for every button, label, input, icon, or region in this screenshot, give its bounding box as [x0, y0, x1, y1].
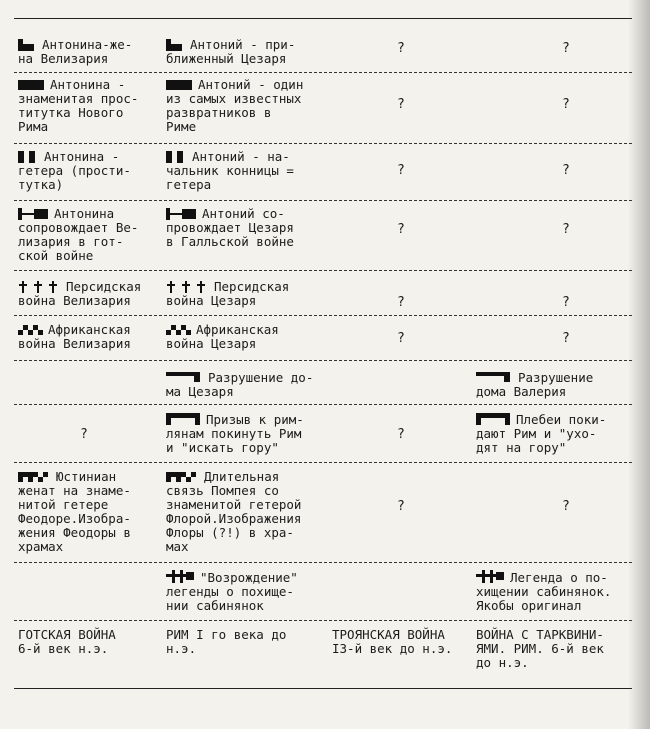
row-divider	[14, 404, 632, 405]
row-divider	[14, 72, 632, 73]
cell-rome: Призыв к рим- лянам покинуть Рим и "искать гору"	[166, 412, 304, 455]
cell-rome: Разрушение до- ма Цезаря	[166, 370, 314, 399]
row-divider	[14, 562, 632, 563]
row-symbol-icon	[166, 570, 196, 584]
cell-gothic-war: Персидская война Велизария	[18, 279, 142, 308]
row-symbol-icon	[166, 79, 194, 91]
row-symbol-icon	[476, 570, 506, 584]
cell-tarquin: ?	[562, 499, 570, 514]
row-symbol-icon	[166, 151, 188, 163]
row-symbol-icon	[18, 79, 46, 91]
cell-rome: Антоний - на- чальник конницы = гетера	[166, 149, 294, 192]
cell-troy: ?	[397, 295, 405, 310]
row-symbol-icon	[166, 39, 186, 51]
row-divider	[14, 360, 632, 361]
row-divider	[14, 270, 632, 271]
row-symbol-icon	[166, 471, 200, 483]
cell-tarquin: ?	[562, 163, 570, 178]
cell-gothic-war: Антонина - гетера (прости- тутка)	[18, 149, 131, 192]
cell-tarquin: ?	[562, 97, 570, 112]
row-divider	[14, 315, 632, 316]
row-divider	[14, 620, 632, 621]
row-symbol-icon	[166, 370, 204, 384]
row-divider	[14, 200, 632, 201]
row-symbol-icon	[166, 208, 198, 220]
footer-tarquin: ВОЙНА С ТАРКВИНИ- ЯМИ. РИМ. 6-й век до н.э.	[476, 627, 604, 670]
cell-gothic-war: Юстиниан женат на знаме- нитой гетере Феодоре.Изобра- жения Феодоры в храмах	[18, 469, 131, 554]
footer-gothic-war: ГОТСКАЯ ВОЙНА 6-й век н.э.	[18, 627, 116, 656]
row-symbol-icon	[18, 39, 38, 51]
row-symbol-icon	[166, 324, 192, 336]
cell-gothic-war: ?	[80, 427, 88, 442]
cell-tarquin: Разрушение дома Валерия	[476, 370, 594, 399]
cell-tarquin: ?	[562, 222, 570, 237]
row-symbol-icon	[166, 281, 210, 293]
cell-gothic-war: Антонина сопровождает Ве- лизария в гот- ской войне	[18, 206, 139, 263]
cell-rome: "Возрождение" легенды о похище- нии сабинянок	[166, 570, 298, 613]
table-bottom-rule	[14, 688, 632, 689]
row-divider	[14, 143, 632, 144]
footer-rome: РИМ I го века до н.э.	[166, 627, 287, 656]
cell-gothic-war: Антонина-же- на Велизария	[18, 37, 133, 66]
cell-tarquin: ?	[562, 295, 570, 310]
row-symbol-icon	[18, 151, 40, 163]
cell-rome: Длительная связь Помпея со знаменитой гетерой Флорой.Изображения Флоры (?!) в хра- мах	[166, 469, 302, 554]
cell-tarquin: ?	[562, 331, 570, 346]
row-symbol-icon	[476, 412, 512, 426]
row-symbol-icon	[476, 370, 514, 384]
cell-troy: ?	[397, 41, 405, 56]
footer-troy: ТРОЯНСКАЯ ВОЙНА I3-й век до н.э.	[332, 627, 453, 656]
page-edge-shadow	[628, 0, 650, 729]
cell-tarquin: Легенда о по- хищении сабинянок. Якобы оригинал	[476, 570, 612, 613]
cell-troy: ?	[397, 331, 405, 346]
row-symbol-icon	[18, 208, 50, 220]
cell-rome: Персидская война Цезаря	[166, 279, 290, 308]
cell-gothic-war: Африканская война Велизария	[18, 322, 131, 351]
cell-troy: ?	[397, 427, 405, 442]
cell-rome: Антоний со- провождает Цезаря в Галльской войне	[166, 206, 294, 249]
cell-troy: ?	[397, 163, 405, 178]
cell-rome: Антоний - при- ближенный Цезаря	[166, 37, 296, 66]
row-symbol-icon	[18, 281, 62, 293]
row-divider	[14, 462, 632, 463]
row-symbol-icon	[166, 412, 202, 426]
cell-troy: ?	[397, 499, 405, 514]
cell-rome: Антоний - один из самых известных развратников в Риме	[166, 77, 304, 134]
row-symbol-icon	[18, 324, 44, 336]
cell-tarquin: Плебеи поки- дают Рим и "ухо- дят на гору"	[476, 412, 607, 455]
cell-troy: ?	[397, 222, 405, 237]
table-top-rule	[14, 18, 632, 19]
cell-tarquin: ?	[562, 41, 570, 56]
cell-troy: ?	[397, 97, 405, 112]
row-symbol-icon	[18, 471, 52, 483]
cell-gothic-war: Антонина - знаменитая прос- титутка Нового Рима	[18, 77, 139, 134]
cell-rome: Африканская война Цезаря	[166, 322, 279, 351]
